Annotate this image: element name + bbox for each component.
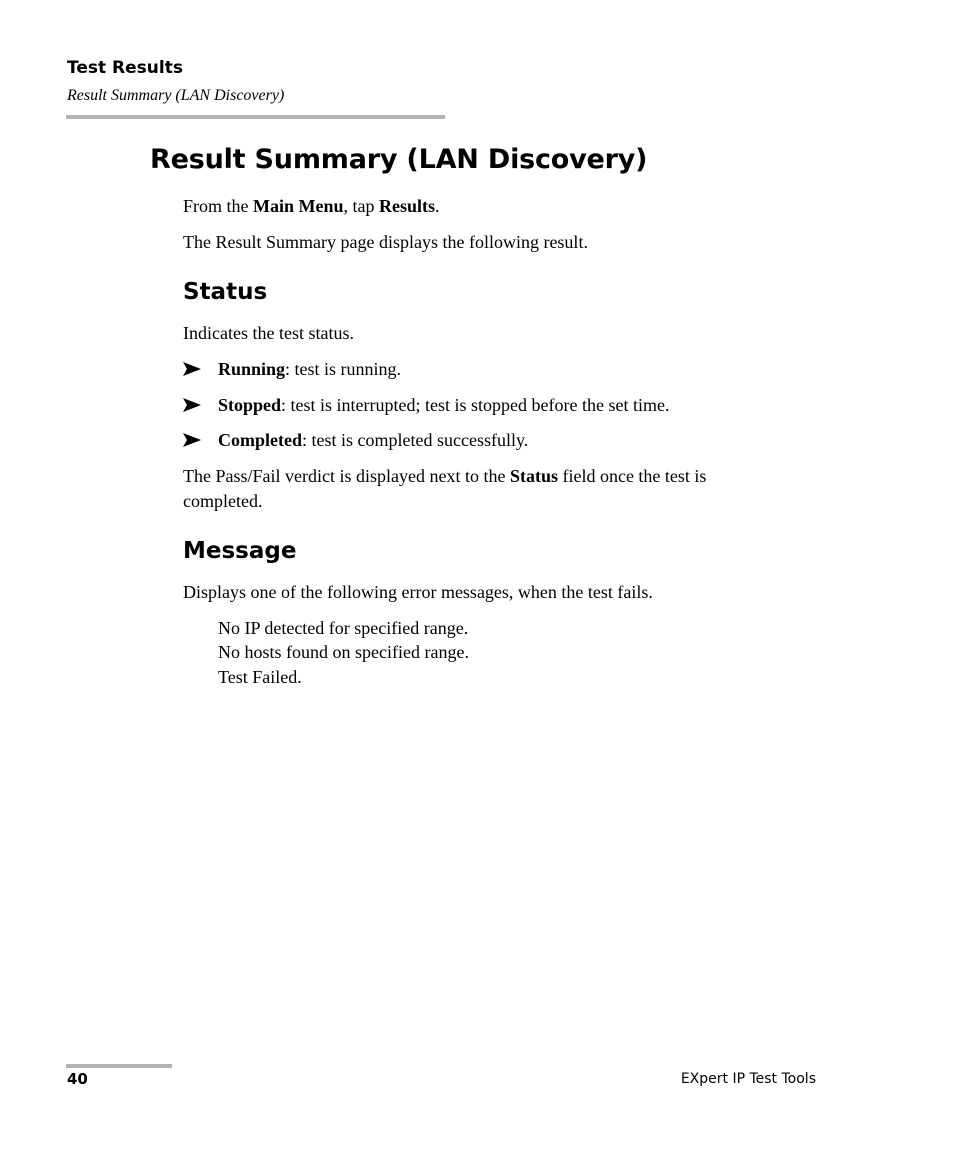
arrow-bullet-icon	[183, 432, 201, 448]
arrow-bullet-icon	[183, 361, 201, 377]
status-term: Running	[218, 359, 286, 379]
status-term: Completed	[218, 430, 302, 450]
message-heading: Message	[183, 538, 297, 564]
arrow-bullet-icon	[183, 397, 201, 413]
status-description: Indicates the test status.	[183, 323, 354, 343]
status-term: Stopped	[218, 395, 282, 415]
intro-description: The Result Summary page displays the following result.	[183, 232, 588, 252]
status-verdict-note	[183, 464, 803, 514]
error-message: No IP detected for specified range.	[218, 618, 469, 638]
intro-end: .	[435, 196, 440, 216]
status-field-term: Status	[509, 466, 558, 486]
error-message: No hosts found on specified range.	[218, 642, 469, 662]
error-message: Test Failed.	[218, 667, 302, 687]
status-term-text: : test is completed successfully.	[302, 430, 529, 450]
message-description: Displays one of the following error messages, when the test fails.	[183, 582, 653, 602]
header-rule	[66, 115, 445, 119]
footer-doc-title: EXpert IP Test Tools	[680, 1071, 816, 1087]
status-term-text: : test is interrupted; test is stopped before the set time.	[281, 395, 670, 415]
verdict-suffix: field once the test is	[557, 466, 707, 486]
page-title: Result Summary (LAN Discovery)	[150, 144, 648, 175]
status-heading: Status	[183, 279, 268, 305]
page-number: 40	[67, 1070, 88, 1088]
status-term-text: : test is running.	[285, 359, 402, 379]
running-header-subsection: Result Summary (LAN Discovery)	[67, 87, 285, 104]
footer-rule	[66, 1064, 172, 1068]
intro-instruction	[183, 194, 440, 219]
main-menu-term: Main Menu	[253, 196, 344, 216]
intro-middle: , tap	[343, 196, 380, 216]
verdict-line2: completed.	[183, 491, 263, 511]
verdict-prefix: The Pass/Fail verdict is displayed next to the	[183, 466, 510, 486]
intro-prefix: From the	[183, 196, 253, 216]
results-term: Results	[379, 196, 436, 216]
running-header-section: Test Results	[67, 58, 183, 78]
